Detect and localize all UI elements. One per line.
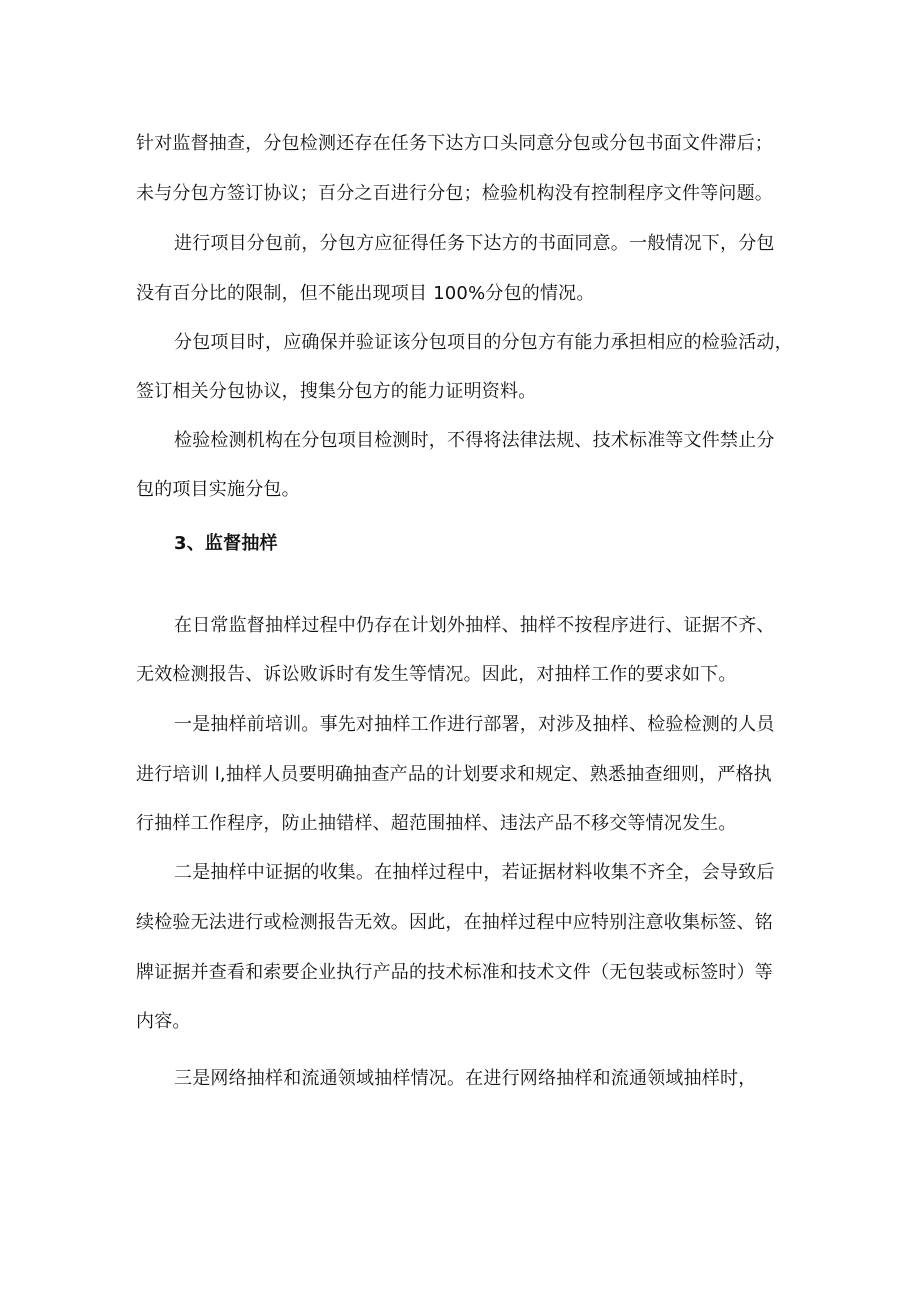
paragraph-7-line-1: 二是抽样中证据的收集。在抽样过程中，若证据材料收集不齐全，会导致后 <box>174 862 775 883</box>
paragraph-3-line-2: 签订相关分包协议，搜集分包方的能力证明资料。 <box>136 381 537 402</box>
paragraph-5-line-2: 无效检测报告、诉讼败诉时有发生等情况。因此，对抽样工作的要求如下。 <box>136 664 737 685</box>
paragraph-2-line-2: 没有百分比的限制，但不能出现项目 100%分包的情况。 <box>136 283 595 304</box>
paragraph-4-line-2: 包的项目实施分包。 <box>136 479 300 500</box>
paragraph-7-line-4: 内容。 <box>136 1011 191 1032</box>
paragraph-6-line-2: 进行培训 l,抽样人员要明确抽查产品的计划要求和规定、熟悉抽查细则，严格执 <box>136 764 772 785</box>
paragraph-2-line-1: 进行项目分包前，分包方应征得任务下达方的书面同意。一般情况下，分包 <box>174 233 775 254</box>
paragraph-1-line-2: 未与分包方签订协议；百分之百进行分包；检验机构没有控制程序文件等问题。 <box>136 183 773 204</box>
paragraph-6-line-1: 一是抽样前培训。事先对抽样工作进行部署，对涉及抽样、检验检测的人员 <box>174 714 775 735</box>
section-heading: 3、监督抽样 <box>174 533 278 554</box>
paragraph-5-line-1: 在日常监督抽样过程中仍存在计划外抽样、抽样不按程序进行、证据不齐、 <box>174 615 775 636</box>
paragraph-1-line-1: 针对监督抽查，分包检测还存在任务下达方口头同意分包或分包书面文件滞后； <box>136 133 773 154</box>
paragraph-8-line-1: 三是网络抽样和流通领域抽样情况。在进行网络抽样和流通领域抽样时， <box>174 1068 757 1089</box>
paragraph-3-line-1: 分包项目时，应确保并验证该分包项目的分包方有能力承担相应的检验活动， <box>174 332 793 353</box>
paragraph-7-line-2: 续检验无法进行或检测报告无效。因此，在抽样过程中应特别注意收集标签、铭 <box>136 912 773 933</box>
paragraph-7-line-3: 牌证据并查看和索要企业执行产品的技术标准和技术文件（无包装或标签时）等 <box>136 962 773 983</box>
paragraph-6-line-3: 行抽样工作程序，防止抽错样、超范围抽样、违法产品不移交等情况发生。 <box>136 813 737 834</box>
paragraph-4-line-1: 检验检测机构在分包项目检测时，不得将法律法规、技术标准等文件禁止分 <box>174 430 775 451</box>
